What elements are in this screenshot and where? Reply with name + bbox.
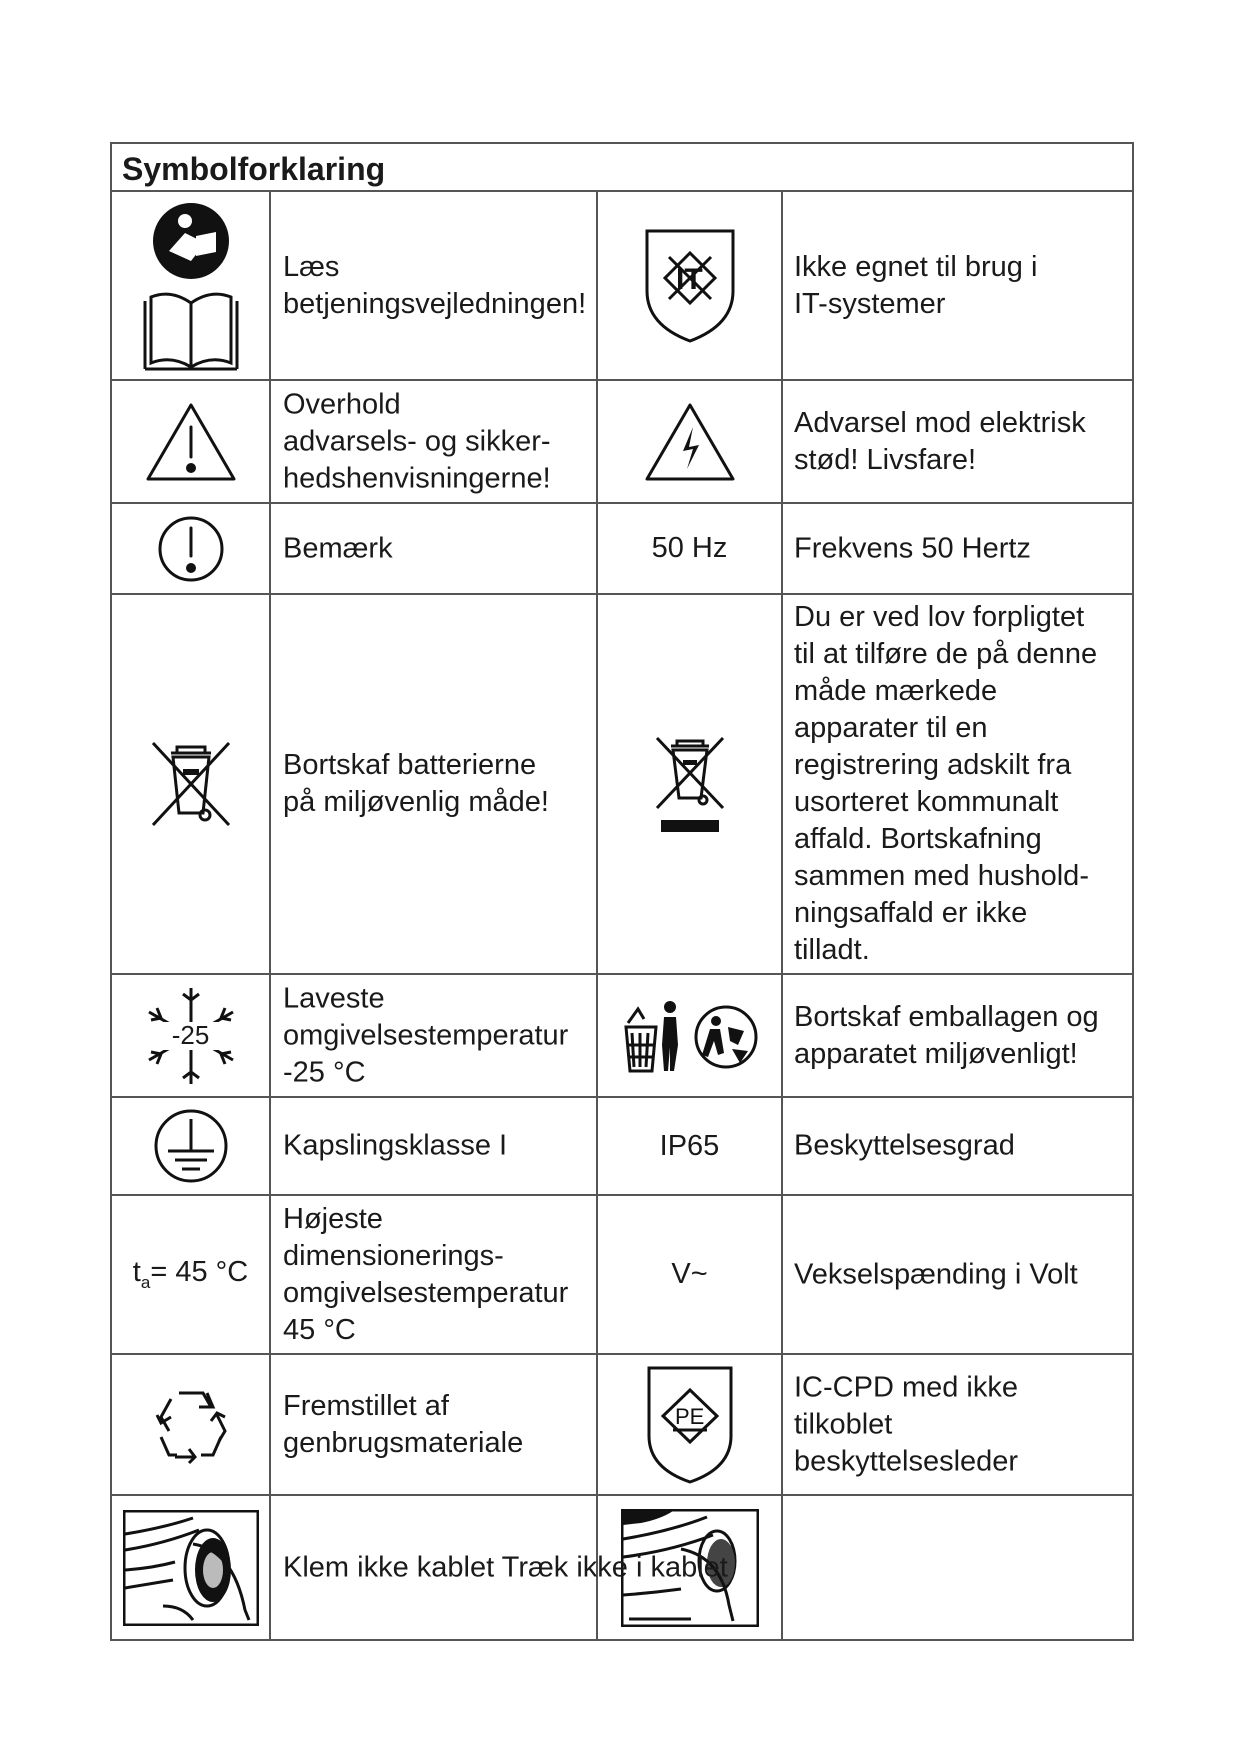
temp-symbol-subscript: a (140, 1272, 151, 1292)
symbol-description: Højeste dimensionerings- omgivelsestemperatur 45 °C (283, 1202, 569, 1346)
description-cell (783, 595, 1132, 973)
table-title-row (112, 144, 1132, 192)
description-cell (783, 504, 1132, 593)
warning-triangle-icon (144, 401, 238, 483)
table-row (112, 595, 1132, 975)
description-cell (271, 1496, 728, 1639)
protective-earth-icon (152, 1107, 230, 1185)
description-cell (271, 1098, 598, 1194)
table-row (112, 1355, 1132, 1496)
symbol-description: IC-CPD med ikke tilkoblet beskyttelsesleder (794, 1371, 1019, 1477)
symbol-cell (598, 1355, 783, 1494)
crossed-out-bin-bar-icon (653, 734, 727, 834)
exclamation-circle-icon (156, 514, 226, 584)
description-cell (783, 192, 1132, 379)
symbol-cell (598, 504, 783, 593)
symbol-cell (112, 192, 271, 379)
symbol-description: Bemærk (283, 532, 393, 564)
symbol-cell (112, 595, 271, 973)
ac-voltage-symbol: V~ (671, 1258, 708, 1290)
empty-cell (783, 1496, 1132, 1639)
symbol-cell (112, 1098, 271, 1194)
description-cell (783, 975, 1132, 1096)
description-cell (783, 1196, 1132, 1353)
description-cell (271, 504, 598, 593)
table-row (112, 975, 1132, 1098)
svg-text:IT: IT (675, 262, 703, 296)
symbol-table (110, 142, 1134, 1641)
min-temperature-label: -25 (171, 1020, 210, 1050)
table-row (112, 504, 1132, 595)
description-cell (271, 975, 598, 1096)
symbol-description: Laveste omgivelsestemperatur -25 °C (283, 982, 569, 1088)
symbol-cell (112, 975, 271, 1096)
temp-symbol-t: t (132, 1256, 141, 1289)
recycle-packaging-icon (620, 997, 760, 1075)
symbol-description: Beskyttelsesgrad (794, 1129, 1015, 1162)
description-cell (783, 381, 1132, 502)
symbol-description: Læs betjeningsvejledningen! (283, 250, 587, 320)
symbol-cell (112, 1355, 271, 1494)
symbol-description: Advarsel mod elektrisk stød! Livsfare! (794, 406, 1086, 476)
symbol-description: Fremstillet af genbrugsmateriale (283, 1389, 524, 1459)
symbol-cell (112, 504, 271, 593)
symbol-cell (112, 1196, 271, 1353)
car-cable-pinch-icon (123, 1510, 259, 1626)
description-cell (783, 1355, 1132, 1494)
description-cell (271, 595, 598, 973)
electric-shock-warning-icon (643, 401, 737, 483)
table-title: Symbolforklaring (122, 151, 386, 187)
description-cell (783, 1098, 1132, 1194)
table-row (112, 381, 1132, 504)
symbol-cell (598, 381, 783, 502)
not-for-it-systems-icon (643, 227, 737, 345)
frequency-symbol: 50 Hz (651, 532, 728, 564)
table-row (112, 1496, 1132, 1639)
symbol-cell (112, 1496, 271, 1639)
description-cell (271, 192, 598, 379)
symbol-description: Overhold advarsels- og sikker- hedshenvisningerne! (283, 388, 551, 494)
crossed-out-bin-icon (149, 739, 233, 829)
read-manual-icon (141, 201, 241, 371)
description-cell (271, 381, 598, 502)
symbol-cell (598, 192, 783, 379)
symbol-cell (598, 975, 783, 1096)
ip-rating-symbol: IP65 (659, 1129, 720, 1162)
pe-shield-icon (645, 1364, 735, 1486)
symbol-description: Bortskaf batterierne på miljøvenlig måde! (283, 749, 549, 818)
symbol-description: Du er ved lov forpligtet til at tilføre de på denne måde mærkede apparater til en registrering adskilt fra usorteret kommunalt affald. Bortskafning sammen med hushold- ningsaffald er ikke tilladt. (794, 601, 1098, 966)
symbol-cell (112, 381, 271, 502)
symbol-cell (598, 1196, 783, 1353)
table-row (112, 1098, 1132, 1196)
symbol-cell (598, 595, 783, 973)
symbol-description: Frekvens 50 Hertz (794, 532, 1031, 564)
temp-symbol-value: = 45 °C (150, 1256, 249, 1289)
description-cell (271, 1196, 598, 1353)
svg-text:PE: PE (674, 1403, 704, 1429)
table-row (112, 1196, 1132, 1355)
table-row (112, 192, 1132, 381)
symbol-description: Klem ikke kablet Træk ikke i kablet (283, 1551, 728, 1583)
description-cell (271, 1355, 598, 1494)
symbol-cell (598, 1098, 783, 1194)
symbol-description: Ikke egnet til brug i IT-systemer (794, 250, 1038, 320)
symbol-description: Vekselspænding i Volt (794, 1258, 1078, 1290)
recycled-material-icon (149, 1385, 233, 1465)
max-temperature-symbol (133, 1256, 248, 1293)
symbol-description: Bortskaf emballagen og apparatet miljøvenligt! (794, 1000, 1099, 1070)
symbol-description: Kapslingsklasse I (283, 1129, 508, 1162)
